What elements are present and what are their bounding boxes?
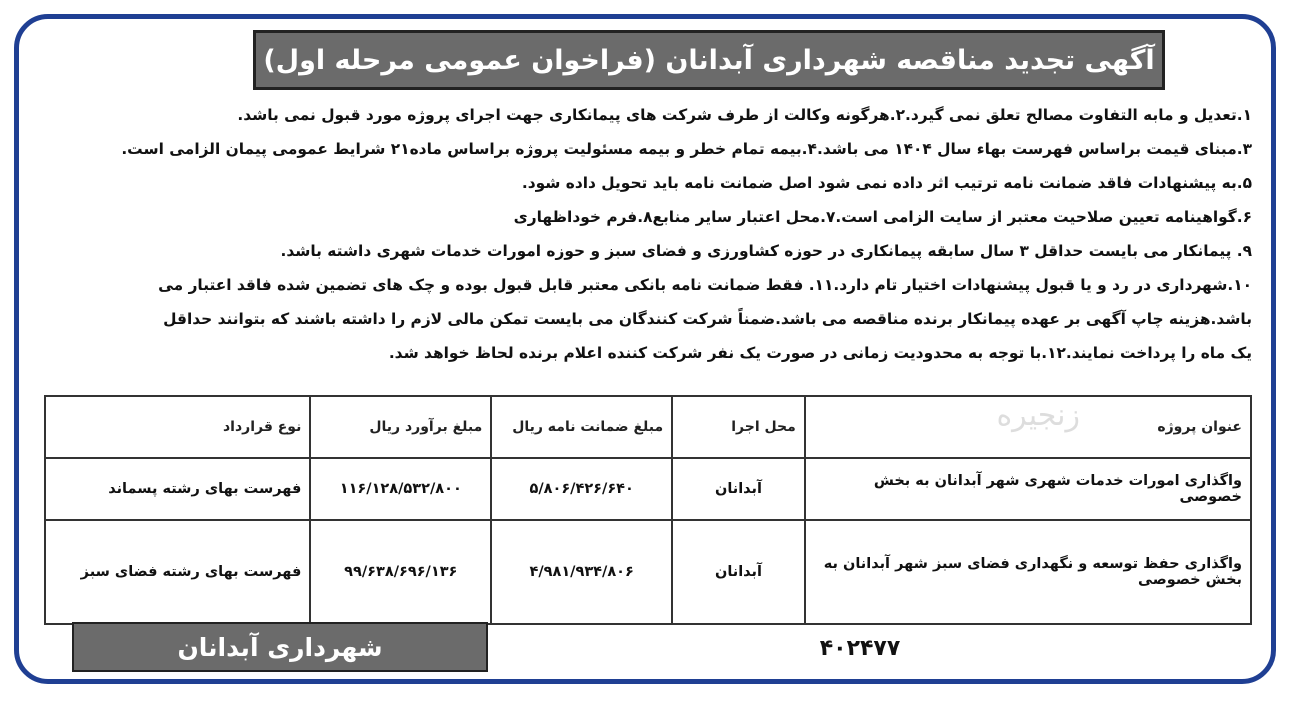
cell-location: آبدانان — [672, 458, 805, 520]
notice-line: ۱.تعدیل و مابه التفاوت مصالح تعلق نمی گیرد.۲.هرگونه وکالت از طرف شرکت های پیمانکاری جهت اجرای پروژه مورد قبول نمی باشد. — [237, 106, 1252, 124]
cell-project-title: واگذاری امورات خدمات شهری شهر آبدانان به بخش خصوصی — [805, 458, 1251, 520]
cell-contract-type: فهرست بهای رشته فضای سبز — [45, 520, 310, 624]
watermark: زنجیره — [996, 398, 1080, 433]
header-estimate: مبلغ برآورد ریال — [310, 396, 491, 458]
projects-table — [44, 395, 1252, 625]
notice-line: باشد.هزینه چاپ آگهی بر عهده پیمانکار برنده مناقصه می باشد.ضمناً شرکت کنندگان می بایست تمکن مالی لازم را داشته باشند که بتوانند حداقل — [163, 310, 1252, 328]
notice-body — [40, 98, 1252, 370]
header-contract-type: نوع قرارداد — [45, 396, 310, 458]
notice-line: ۵.به پیشنهادات فاقد ضمانت نامه ترتیب اثر داده نمی شود اصل ضمانت نامه باید تحویل داده شود. — [521, 174, 1252, 192]
table-row — [45, 458, 1251, 520]
cell-guarantee: ۵/۸۰۶/۴۲۶/۶۴۰ — [491, 458, 672, 520]
cell-guarantee: ۴/۹۸۱/۹۳۴/۸۰۶ — [491, 520, 672, 624]
header-location: محل اجرا — [672, 396, 805, 458]
header-project-title: عنوان پروژه — [805, 396, 1251, 458]
header-guarantee: مبلغ ضمانت نامه ریال — [491, 396, 672, 458]
cell-estimate: ۹۹/۶۳۸/۶۹۶/۱۳۶ — [310, 520, 491, 624]
cell-location: آبدانان — [672, 520, 805, 624]
notice-title: آگهی تجدید مناقصه شهرداری آبدانان (فراخوان عمومی مرحله اول) — [253, 30, 1165, 90]
notice-line: ۶.گواهینامه تعیین صلاحیت معتبر از سایت الزامی است.۷.محل اعتبار سایر منابع۸.فرم خوداظهاری — [513, 208, 1252, 226]
notice-number: ۴۰۲۴۷۷ — [819, 635, 901, 661]
cell-project-title: واگذاری حفظ توسعه و نگهداری فضای سبز شهر آبدانان به بخش خصوصی — [805, 520, 1251, 624]
table-row — [45, 520, 1251, 624]
footer-org: شهرداری آبدانان — [72, 622, 488, 672]
table-header-row — [45, 396, 1251, 458]
notice-line: ۹. پیمانکار می بایست حداقل ۳ سال سابقه پیمانکاری در حوزه کشاورزی و فضای سبز و حوزه امورات خدمات شهری داشته باشد. — [280, 242, 1252, 260]
notice-line: ۱۰.شهرداری در رد و یا قبول پیشنهادات اختیار تام دارد.۱۱. فقط ضمانت نامه بانکی معتبر قابل قبول بوده و چک های تضمین شده فاقد اعتبار می — [158, 276, 1252, 294]
cell-contract-type: فهرست بهای رشته پسماند — [45, 458, 310, 520]
notice-line: یک ماه را پرداخت نمایند.۱۲.با توجه به محدودیت زمانی در صورت یک نفر شرکت کننده اعلام برنده لحاظ خواهد شد. — [388, 344, 1252, 362]
cell-estimate: ۱۱۶/۱۲۸/۵۳۲/۸۰۰ — [310, 458, 491, 520]
notice-line: ۳.مبنای قیمت براساس فهرست بهاء سال ۱۴۰۴ می باشد.۴.بیمه تمام خطر و بیمه مسئولیت پروژه براساس ماده۲۱ شرایط عمومی پیمان الزامی است. — [121, 140, 1252, 158]
